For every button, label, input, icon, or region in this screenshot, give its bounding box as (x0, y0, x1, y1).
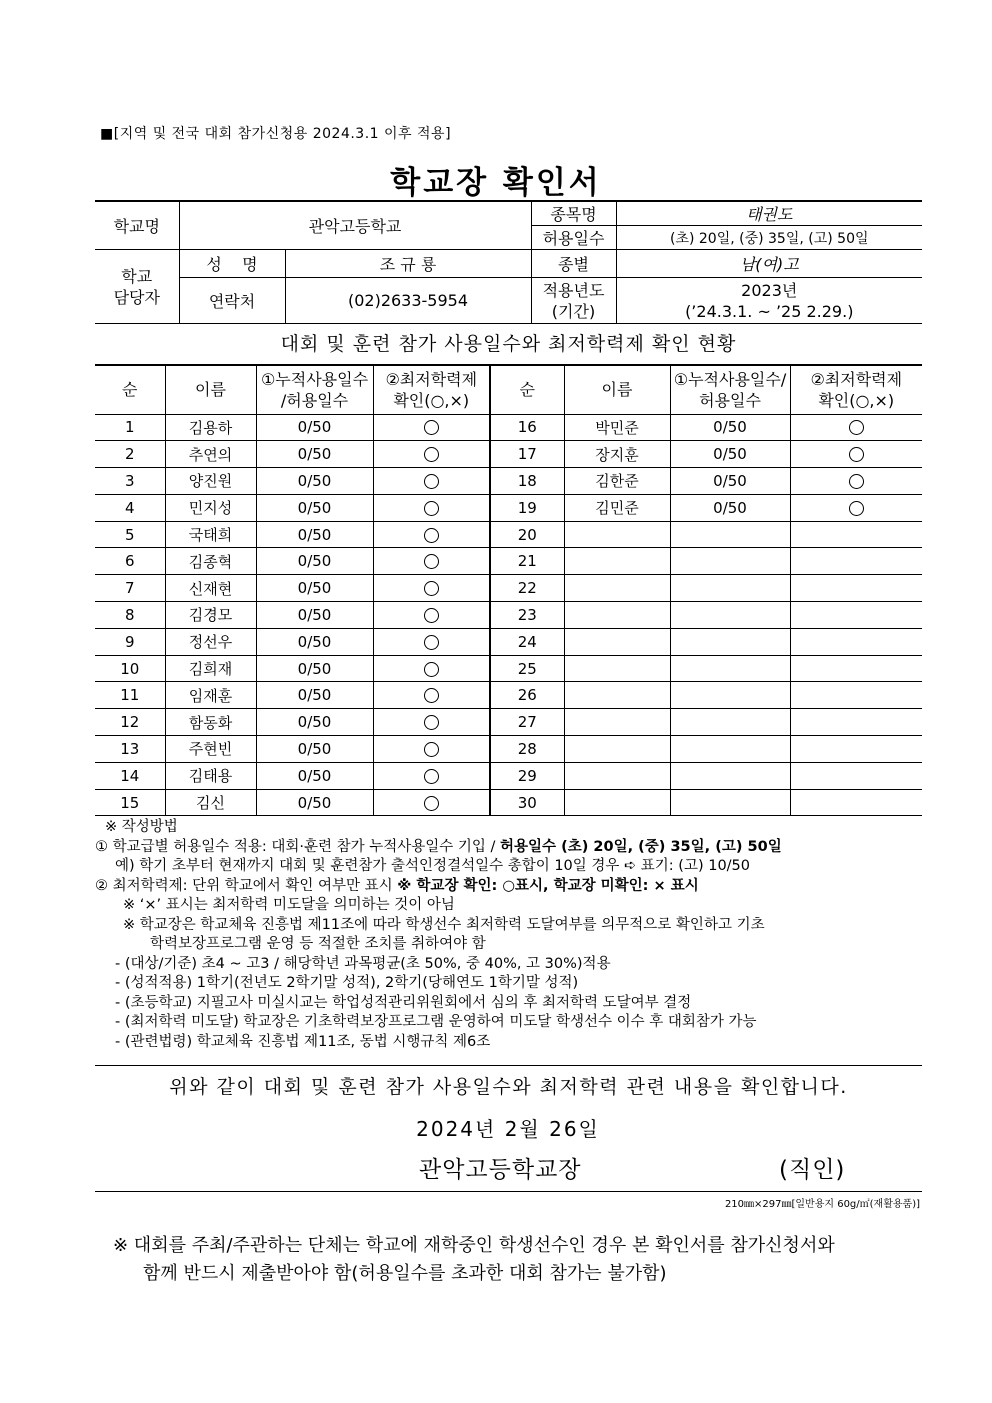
row-name: 민지성 (165, 494, 256, 521)
row-days: 0/50 (256, 709, 373, 736)
row-no: 14 (95, 762, 165, 789)
manager-name-label: 성 명 (179, 250, 285, 278)
detail-5: - (관련법령) 학교체육 진흥법 제11조, 동법 시행규칙 제6조 (115, 1033, 491, 1050)
detail-2: - (성적적용) 1학기(전년도 2학기말 성적), 2학기(당해연도 1학기말 성적) (115, 975, 579, 991)
event-label: 종목명 (531, 201, 616, 226)
row-check (373, 468, 490, 495)
row-no: 1 (95, 414, 165, 441)
row-no: 12 (95, 709, 165, 736)
year-cell (616, 278, 922, 324)
row-no: 15 (95, 789, 165, 816)
manager-label: 학교 담당자 (95, 250, 179, 324)
circle-mark-icon (424, 447, 439, 462)
row-check-right (790, 736, 922, 763)
col-header-name-right: 이름 (564, 365, 670, 414)
row-no: 9 (95, 628, 165, 655)
row-no-right: 22 (490, 575, 564, 602)
row-check (373, 575, 490, 602)
row-no: 4 (95, 494, 165, 521)
table-row (95, 441, 922, 468)
row-check-right (790, 628, 922, 655)
divider-bottom (95, 1191, 922, 1192)
event-value: 태권도 (616, 201, 922, 226)
table-row (95, 709, 922, 736)
row-days: 0/50 (256, 628, 373, 655)
year-label: 적용년도 (기간) (531, 278, 616, 324)
row-check-right (790, 602, 922, 629)
table-row (95, 414, 922, 441)
row-days-right: 0/50 (670, 441, 790, 468)
seal-label: (직인) (779, 1157, 846, 1183)
row-days-right: 0/50 (670, 494, 790, 521)
row-no-right: 23 (490, 602, 564, 629)
row-name-right (564, 548, 670, 575)
row-no: 5 (95, 521, 165, 548)
principal-name: 관악고등학교장 (419, 1157, 582, 1183)
row-days-right (670, 521, 790, 548)
circle-mark-icon (424, 635, 439, 650)
table-row (95, 628, 922, 655)
row-name: 김종혁 (165, 548, 256, 575)
table-row (95, 468, 922, 495)
school-name-label: 학교명 (95, 201, 179, 250)
gender-value: 남(여)고 (616, 250, 922, 278)
row-days: 0/50 (256, 468, 373, 495)
row-name: 양진원 (165, 468, 256, 495)
note-1 (95, 838, 925, 858)
row-days: 0/50 (256, 575, 373, 602)
row-no-right: 18 (490, 468, 564, 495)
row-days-right (670, 628, 790, 655)
row-no-right: 25 (490, 655, 564, 682)
confirmation-text: 위와 같이 대회 및 훈련 참가 사용일수와 최저학력 관련 내용을 확인합니다. (169, 1076, 848, 1098)
footer-note (113, 1232, 835, 1288)
detail-3: - (초등학교) 지필고사 미실시교는 학업성적관리위원회에서 심의 후 최저학력 도달여부 결정 (115, 994, 692, 1011)
row-name: 함동화 (165, 709, 256, 736)
row-check-right (790, 468, 922, 495)
row-name-right (564, 789, 670, 816)
note-2-bold: ※ 학교장 확인: ○표시, 학교장 미확인: × 표시 (397, 877, 699, 894)
row-check (373, 414, 490, 441)
row-days-right (670, 736, 790, 763)
row-days-right: 0/50 (670, 414, 790, 441)
row-name: 국태희 (165, 521, 256, 548)
circle-mark-icon (424, 581, 439, 596)
note-1-bold: 허용일수 (초) 20일, (중) 35일, (고) 50일 (500, 838, 782, 855)
col-header-name: 이름 (165, 365, 256, 414)
row-check (373, 789, 490, 816)
row-name-right (564, 655, 670, 682)
row-days-right (670, 602, 790, 629)
table-row (95, 521, 922, 548)
row-no: 2 (95, 441, 165, 468)
row-check (373, 682, 490, 709)
row-check (373, 736, 490, 763)
row-check-right (790, 709, 922, 736)
circle-mark-icon (424, 742, 439, 757)
row-name: 김용하 (165, 414, 256, 441)
col-header-no-right: 순 (490, 365, 564, 414)
row-name: 김신 (165, 789, 256, 816)
row-name-right (564, 709, 670, 736)
row-days: 0/50 (256, 682, 373, 709)
row-check-right (790, 494, 922, 521)
manager-name-value: 조 규 룡 (285, 250, 531, 278)
note-2-text: ② 최저학력제: 단위 학교에서 확인 여부만 표시 (95, 877, 398, 894)
note-1-text: ① 학교급별 허용일수 적용: 대회·훈련 참가 누적사용일수 기입 / (95, 838, 501, 855)
row-check (373, 494, 490, 521)
circle-mark-icon (424, 688, 439, 703)
footer-line-2: 함께 반드시 제출받아야 함(허용일수를 초과한 대회 참가는 불가함) (143, 1263, 667, 1284)
issue-date: 2024년 2월 26일 (416, 1117, 600, 1141)
row-days: 0/50 (256, 548, 373, 575)
row-name-right (564, 628, 670, 655)
circle-mark-icon (424, 662, 439, 677)
row-no-right: 30 (490, 789, 564, 816)
section-title: 대회 및 훈련 참가 사용일수와 최저학력제 확인 현황 (280, 333, 737, 355)
row-name: 정선우 (165, 628, 256, 655)
row-no: 3 (95, 468, 165, 495)
row-days: 0/50 (256, 414, 373, 441)
row-no-right: 26 (490, 682, 564, 709)
col-header-no: 순 (95, 365, 165, 414)
note-1-example: 예) 학기 초부터 현재까지 대회 및 훈련참가 출석인정결석일수 총합이 10일 경우 ➪ 표기: (고) 10/50 (115, 858, 751, 874)
row-check-right (790, 682, 922, 709)
circle-mark-icon (424, 528, 439, 543)
contact-label: 연락처 (179, 278, 285, 324)
row-days-right (670, 789, 790, 816)
col-header-days-right: ①누적사용일수/ 허용일수 (670, 365, 790, 414)
row-check-right (790, 655, 922, 682)
row-name: 김경모 (165, 602, 256, 629)
row-days: 0/50 (256, 521, 373, 548)
row-check-right (790, 414, 922, 441)
row-days: 0/50 (256, 441, 373, 468)
table-row (95, 655, 922, 682)
row-check (373, 521, 490, 548)
detail-1: - (대상/기준) 초4 ~ 고3 / 해당학년 과목평균(초 50%, 중 40%, 고 30%)적용 (115, 955, 611, 972)
writing-guide (95, 818, 925, 1052)
row-days: 0/50 (256, 762, 373, 789)
row-check-right (790, 762, 922, 789)
detail-4: - (최저학력 미도달) 학교장은 기초학력보장프로그램 운영하여 미도달 학생선수 이수 후 대회참가 가능 (115, 1014, 757, 1030)
row-check-right (790, 521, 922, 548)
circle-mark-icon (849, 447, 864, 462)
table-row (95, 602, 922, 629)
page-title: 학교장 확인서 (390, 165, 602, 201)
note-4-cont: 학력보장프로그램 운영 등 적절한 조치를 취하여야 함 (150, 936, 486, 952)
circle-mark-icon (424, 501, 439, 516)
row-name: 임재훈 (165, 682, 256, 709)
row-no-right: 21 (490, 548, 564, 575)
circle-mark-icon (424, 769, 439, 784)
row-check (373, 655, 490, 682)
table-row (95, 682, 922, 709)
circle-mark-icon (849, 501, 864, 516)
table-row (95, 736, 922, 763)
school-name-value: 관악고등학교 (179, 201, 531, 250)
school-info-table (95, 200, 922, 324)
row-name-right (564, 682, 670, 709)
row-check (373, 762, 490, 789)
contact-value: (02)2633-5954 (285, 278, 531, 324)
row-no: 13 (95, 736, 165, 763)
note-3: ※ ‘×’ 표시는 최저학력 미도달을 의미하는 것이 아님 (123, 897, 455, 913)
row-days: 0/50 (256, 655, 373, 682)
row-days-right (670, 709, 790, 736)
col-header-days: ①누적사용일수 /허용일수 (256, 365, 373, 414)
row-no-right: 24 (490, 628, 564, 655)
year-value: 2023년 (741, 280, 798, 300)
table-row (95, 548, 922, 575)
circle-mark-icon (424, 608, 439, 623)
row-check (373, 602, 490, 629)
roster-table (95, 364, 922, 816)
circle-mark-icon (849, 474, 864, 489)
circle-mark-icon (424, 554, 439, 569)
row-days: 0/50 (256, 736, 373, 763)
circle-mark-icon (849, 420, 864, 435)
notes-heading: ※ 작성방법 (105, 819, 178, 835)
allowed-days-value: (초) 20일, (중) 35일, (고) 50일 (616, 226, 922, 250)
row-name: 신재현 (165, 575, 256, 602)
row-days-right (670, 682, 790, 709)
note-2 (95, 877, 925, 897)
period-value: (’24.3.1. ~ ’25 2.29.) (685, 301, 854, 321)
row-no-right: 29 (490, 762, 564, 789)
allowed-days-label: 허용일수 (531, 226, 616, 250)
row-name-right: 장지훈 (564, 441, 670, 468)
row-days: 0/50 (256, 494, 373, 521)
row-name: 추연의 (165, 441, 256, 468)
footer-line-1: ※ 대회를 주최/주관하는 단체는 학교에 재학중인 학생선수인 경우 본 확인서를 참가신청서와 (113, 1235, 835, 1256)
row-name: 주현빈 (165, 736, 256, 763)
row-no: 6 (95, 548, 165, 575)
row-check (373, 548, 490, 575)
row-name-right: 김한준 (564, 468, 670, 495)
row-no-right: 17 (490, 441, 564, 468)
row-days-right (670, 655, 790, 682)
paper-spec: 210㎜×297㎜[일반용지 60g/㎡(재활용품)] (724, 1199, 920, 1210)
row-name-right (564, 575, 670, 602)
col-header-check-right: ②최저학력제 확인(○,×) (790, 365, 922, 414)
col-header-check: ②최저학력제 확인(○,×) (373, 365, 490, 414)
row-days: 0/50 (256, 602, 373, 629)
row-name-right (564, 521, 670, 548)
row-check-right (790, 548, 922, 575)
row-name-right: 김민준 (564, 494, 670, 521)
row-check (373, 628, 490, 655)
row-check (373, 709, 490, 736)
row-check (373, 441, 490, 468)
circle-mark-icon (424, 474, 439, 489)
row-days: 0/50 (256, 789, 373, 816)
note-4: ※ 학교장은 학교체육 진흥법 제11조에 따라 학생선수 최저학력 도달여부를 의무적으로 확인하고 기초 (123, 916, 765, 933)
row-name-right: 박민준 (564, 414, 670, 441)
row-no: 10 (95, 655, 165, 682)
row-name-right (564, 736, 670, 763)
top-note: ■[지역 및 전국 대회 참가신청용 2024.3.1 이후 적용] (100, 126, 452, 142)
row-no: 8 (95, 602, 165, 629)
row-name-right (564, 762, 670, 789)
row-days-right (670, 548, 790, 575)
circle-mark-icon (424, 796, 439, 811)
row-days-right (670, 575, 790, 602)
row-no-right: 16 (490, 414, 564, 441)
row-name-right (564, 602, 670, 629)
row-no-right: 20 (490, 521, 564, 548)
row-name: 김희재 (165, 655, 256, 682)
row-no-right: 27 (490, 709, 564, 736)
row-no: 11 (95, 682, 165, 709)
row-name: 김태용 (165, 762, 256, 789)
row-no-right: 28 (490, 736, 564, 763)
circle-mark-icon (424, 420, 439, 435)
row-no: 7 (95, 575, 165, 602)
circle-mark-icon (424, 715, 439, 730)
gender-label: 종별 (531, 250, 616, 278)
row-days-right: 0/50 (670, 468, 790, 495)
row-check-right (790, 441, 922, 468)
row-days-right (670, 762, 790, 789)
table-row (95, 494, 922, 521)
table-row (95, 789, 922, 816)
row-no-right: 19 (490, 494, 564, 521)
row-check-right (790, 789, 922, 816)
table-row (95, 575, 922, 602)
divider-top (95, 1065, 922, 1066)
table-row (95, 762, 922, 789)
row-check-right (790, 575, 922, 602)
